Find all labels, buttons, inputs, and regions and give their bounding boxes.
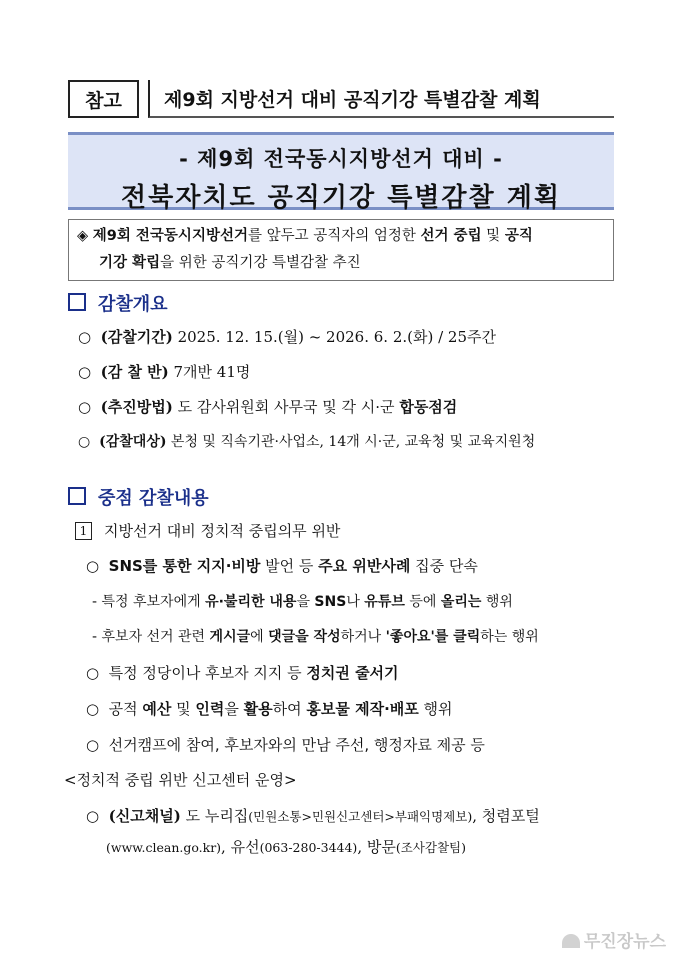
item-text: 행위 <box>481 594 513 610</box>
dash-bullet: - <box>92 594 98 610</box>
item-text: 유·불리한 내용 <box>205 594 297 610</box>
item-text: (063-280-3444) <box>259 840 358 855</box>
reference-label: 참고 <box>68 80 139 118</box>
item-text: 하는 행위 <box>480 629 539 645</box>
square-bullet-icon <box>68 487 86 505</box>
summary-text: 기강 확립 <box>99 255 161 271</box>
focus-item <box>86 734 485 755</box>
item-label: (감 찰 반) <box>100 363 169 381</box>
item-text: 집중 단속 <box>410 557 478 575</box>
item-text: 예산 <box>142 700 172 718</box>
item-text: 홍보물 제작·배포 <box>306 700 419 718</box>
item-text: SNS <box>314 594 347 610</box>
item-text: 합동점검 <box>399 398 458 416</box>
overview-item <box>78 396 457 417</box>
item-text: 하거나 <box>340 629 386 645</box>
circle-bullet-icon: ○ <box>86 557 100 575</box>
item-text: 을 <box>224 700 244 718</box>
item-label: (감찰대상) <box>99 434 167 450</box>
item-text: 을 <box>296 594 315 610</box>
report-center-heading: <정치적 중립 위반 신고센터 운영> <box>64 771 297 789</box>
summary-text: 및 <box>481 228 505 244</box>
circle-bullet-icon: ○ <box>86 736 100 754</box>
number-box: 1 <box>75 522 92 540</box>
summary-text: 을 위한 공직기강 특별감찰 추진 <box>160 255 361 271</box>
overview-item <box>78 361 250 382</box>
item-text: 특정 정당이나 후보자 지지 등 <box>108 664 307 682</box>
overview-item <box>78 431 535 451</box>
focus-item <box>86 662 399 683</box>
subsection-title: 지방선거 대비 정치적 중립의무 위반 <box>104 522 341 540</box>
summary-line-2 <box>77 250 605 277</box>
item-text: (조사감찰팀) <box>395 840 466 855</box>
banner-title: 전북자치도 공직기강 특별감찰 계획 <box>121 183 561 213</box>
circle-bullet-icon: ○ <box>86 807 100 825</box>
item-text: 주요 위반사례 <box>318 557 411 575</box>
circle-bullet-icon: ○ <box>78 434 91 450</box>
item-text: 특정 후보자에게 <box>101 594 206 610</box>
item-text: 발언 등 <box>260 557 319 575</box>
section-heading-focus <box>68 484 209 510</box>
item-text: 행위 <box>418 700 453 718</box>
circle-bullet-icon: ○ <box>78 328 92 346</box>
item-text: 하여 <box>272 700 307 718</box>
dash-item <box>92 591 513 611</box>
item-text: 도 감사위원회 사무국 및 각 시·군 <box>172 398 400 416</box>
focus-item <box>86 698 453 719</box>
item-text: 지지·비방 <box>196 557 261 575</box>
banner-subtitle: - 제9회 전국동시지방선거 대비 - <box>179 147 503 171</box>
square-bullet-icon <box>68 293 86 311</box>
focus-item <box>86 555 478 576</box>
item-text: 공적 <box>108 700 143 718</box>
item-text: 에 <box>250 629 269 645</box>
item-text: SNS를 통한 <box>108 557 197 575</box>
item-text: 후보자 선거 관련 <box>101 629 210 645</box>
diamond-bullet-icon: ◈ <box>77 228 89 244</box>
dash-item <box>92 626 539 646</box>
item-text: 올리는 <box>440 594 482 610</box>
report-channel-line-2 <box>106 836 466 857</box>
item-text: '좋아요'를 클릭 <box>385 629 481 645</box>
summary-text: 공직 <box>504 228 533 244</box>
summary-line-1 <box>77 223 605 250</box>
logo-icon <box>562 934 580 948</box>
item-text: , 방문 <box>357 838 396 856</box>
report-channel-line-1 <box>86 805 540 826</box>
item-label: (감찰기간) <box>100 328 173 346</box>
watermark <box>562 927 666 952</box>
section-title: 감찰개요 <box>98 294 168 315</box>
circle-bullet-icon: ○ <box>78 398 92 416</box>
summary-text: 를 앞두고 공직자의 엄정한 <box>247 228 421 244</box>
subsection-heading <box>75 520 340 541</box>
item-text: 7개반 41명 <box>168 363 251 381</box>
summary-box <box>68 219 614 281</box>
overview-item <box>78 326 496 347</box>
title-banner <box>68 132 614 213</box>
item-text: 인력 <box>195 700 225 718</box>
section-heading-overview <box>68 290 168 316</box>
summary-text: 선거 중립 <box>420 228 482 244</box>
circle-bullet-icon: ○ <box>78 363 92 381</box>
item-text: 게시글 <box>209 629 251 645</box>
item-text: 정치권 줄서기 <box>306 664 399 682</box>
circle-bullet-icon: ○ <box>86 664 100 682</box>
item-text: 활용 <box>243 700 273 718</box>
document-heading: 제9회 지방선거 대비 공직기강 특별감찰 계획 <box>148 80 614 118</box>
item-text: (민원소통>민원신고센터>부패익명제보) <box>248 809 473 824</box>
section-title: 중점 감찰내용 <box>98 488 209 509</box>
item-text: (www.clean.go.kr) <box>106 840 222 855</box>
item-text: , 청렴포털 <box>472 807 540 825</box>
summary-text: 제9회 전국동시지방선거 <box>92 228 248 244</box>
item-text: , 유선 <box>221 838 260 856</box>
circle-bullet-icon: ○ <box>86 700 100 718</box>
item-text: 유튜브 <box>364 594 405 610</box>
item-text: 2025. 12. 15.(월) ~ 2026. 6. 2.(화) / 25주간 <box>172 328 497 346</box>
dash-bullet: - <box>92 629 98 645</box>
item-text: 본청 및 직속기관·사업소, 14개 시·군, 교육청 및 교육지원청 <box>166 434 536 450</box>
item-text: 및 <box>171 700 196 718</box>
watermark-text: 무진장뉴스 <box>583 932 666 952</box>
item-text: 댓글을 작성 <box>268 629 341 645</box>
item-label: (추진방법) <box>100 398 173 416</box>
item-text: 도 누리집 <box>180 807 249 825</box>
item-text: 나 <box>346 594 365 610</box>
item-text: 선거캠프에 참여, 후보자와의 만남 주선, 행정자료 제공 등 <box>108 736 485 754</box>
item-text: 등에 <box>404 594 441 610</box>
item-label: (신고채널) <box>108 807 181 825</box>
